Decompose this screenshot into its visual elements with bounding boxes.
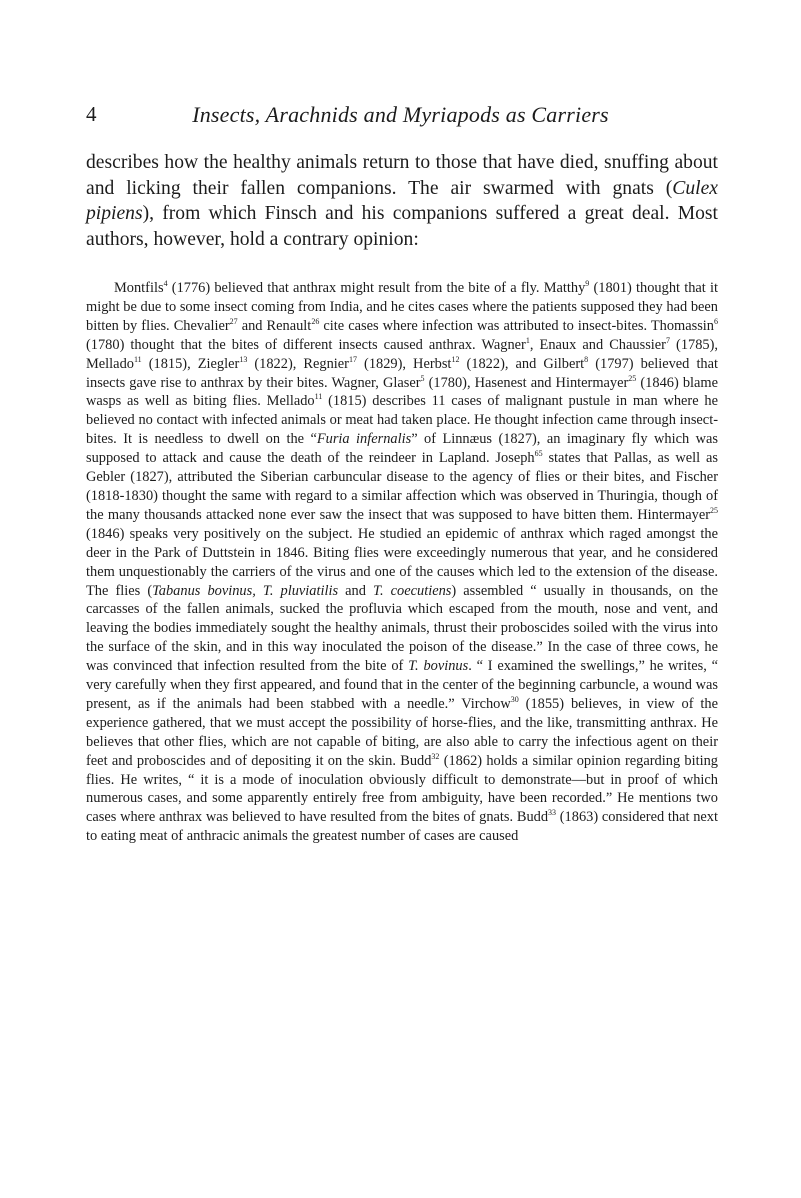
body-text: states that Pallas, as well as Gebler (1827), attributed the Siberian carbuncular disease to the agency of flies or their bites, and Fischer (1818-1830) thought the same with regard to a similar affection which was observed in Thuringia, though of the many thousands attacked none ever saw the insect that was supposed to have bitten them. Hintermayer bbox=[86, 450, 718, 523]
reference-number: 33 bbox=[548, 808, 557, 818]
reference-number: 13 bbox=[239, 354, 248, 364]
reference-number: 7 bbox=[665, 335, 670, 345]
page-number: 4 bbox=[86, 102, 97, 126]
reference-number: 26 bbox=[311, 316, 320, 326]
body-text: , Enaux and Chaussier bbox=[529, 336, 666, 353]
species-name: T. bovinus bbox=[408, 658, 469, 675]
body-text: (1829), Herbst bbox=[356, 355, 452, 372]
body-text: (1797) believed that insects gave rise to anthrax by their bites. Wagner, Glaser bbox=[86, 355, 719, 391]
body-text: (1776) believed that anthrax might result from the bite of a fly. Matthy bbox=[167, 280, 586, 296]
body-text: (1846) speaks very positively on the subject. He studied an epidemic of anthrax which raged amongst the deer in the Park of Duttstein in 1846. Biting flies were exceedingly numerous that year, and he considered them unquestionably the carriers of the virus and one of the causes which led to the extension of the disease. The flies ( bbox=[86, 525, 718, 599]
running-head bbox=[86, 102, 715, 132]
body-paragraph bbox=[86, 279, 718, 846]
reference-number: 25 bbox=[710, 505, 718, 515]
reference-number: 65 bbox=[534, 449, 543, 459]
body-text: (1862) holds a similar opinion regarding biting flies. He writes, “ it is a mode of inoculation obviously difficult to demonstrate—but in proof of which numerous cases, and some apparently entirely free from ambiguity, have been recorded.” He mentions two cases where anthrax was believed to have resulted from the bites of gnats. Budd bbox=[86, 752, 718, 826]
body-text: (1780) thought that the bites of different insects caused anthrax. Wagner bbox=[86, 336, 526, 353]
reference-number: 27 bbox=[229, 316, 238, 326]
species-name: Culex pipiens bbox=[86, 177, 718, 224]
species-name: T. coecutiens bbox=[373, 582, 452, 599]
reference-number: 12 bbox=[451, 354, 460, 364]
reference-number: 11 bbox=[133, 354, 142, 364]
intro-text: describes how the healthy animals return to those that have died, snuffing about and licking their fallen companions. The air swarmed with gnats ( bbox=[86, 152, 718, 199]
body-text: . “ I examined the swellings,” he writes, “ very carefully when they first appeared, and found that in the center of the beginning carbuncle, a wound was present, as if the animals had been stabbed with a needle.” Virchow bbox=[86, 658, 718, 712]
reference-number: 25 bbox=[628, 373, 637, 383]
body-text: (1785), Mellado bbox=[86, 336, 719, 372]
reference-number: 11 bbox=[314, 392, 323, 402]
reference-number: 5 bbox=[420, 373, 425, 383]
body-text: (1822), and Gilbert bbox=[459, 355, 585, 372]
body-text: (1801) thought that it might be due to some insect coming from India, and he cites cases where the patients supposed they had been bitten by flies. Chevalier bbox=[86, 280, 718, 334]
body-text: ) assembled “ usually in thousands, on the carcasses of the fallen animals, sucked the profluvia which escaped from the mouth, nose and vent, and leaving the bodies immediately sought the healthy animals, thrust their proboscides soiled with the virus into the surface of the skin, and in this way inoculated the poison of the disease.” In the case of three cows, he was convinced that infection resulted from the bite of bbox=[86, 582, 718, 675]
reference-number: 32 bbox=[431, 751, 440, 761]
body-text: (1815), Ziegler bbox=[141, 355, 240, 372]
body-text: (1780), Hasenest and Hintermayer bbox=[424, 374, 629, 391]
reference-number: 9 bbox=[585, 279, 590, 288]
body-text: (1815) describes 11 cases of malignant pustule in man where he believed no contact with infected animals or meat had taken place. He thought infection came through insect-bites. It is needless to dwell on the “ bbox=[86, 393, 718, 448]
body-text: (1822), Regnier bbox=[247, 355, 349, 372]
body-text: Montfils bbox=[114, 280, 164, 296]
reference-number: 1 bbox=[525, 335, 530, 345]
latin-term: Furia infernalis bbox=[316, 431, 412, 448]
body-text: ” of Linnæus (1827), an imaginary fly which was supposed to attack and cause the death of the reindeer in Lapland. Joseph bbox=[86, 431, 718, 467]
body-text: and Renault bbox=[237, 317, 312, 334]
body-text: and bbox=[338, 582, 374, 599]
body-text: cite cases where infection was attributed to insect-bites. Thomassin bbox=[319, 317, 714, 334]
body-text: (1863) considered that next to eating meat of anthracic animals the greatest number of cases are caused bbox=[86, 809, 718, 845]
reference-number: 8 bbox=[584, 354, 589, 364]
reference-number: 6 bbox=[714, 316, 718, 326]
reference-number: 17 bbox=[348, 354, 357, 364]
body-text: (1846) blame wasps as well as biting flies. Mellado bbox=[86, 374, 719, 410]
species-name: Tabanus bovinus, T. pluviatilis bbox=[152, 582, 339, 599]
intro-paragraph bbox=[86, 150, 718, 252]
body-text: (1855) believes, in view of the experience gathered, that we must accept the possibility of horse-flies, and the like, transmitting anthrax. He believes that other flies, which are not capable of biting, are also able to carry the infectious agent on their feet and proboscides and of depositing it on the skin. Budd bbox=[86, 695, 719, 769]
reference-number: 4 bbox=[163, 279, 168, 288]
intro-text: ), from which Finsch and his companions suffered a great deal. Most authors, however, hold a contrary opinion: bbox=[86, 203, 718, 250]
reference-number: 30 bbox=[510, 694, 519, 704]
running-title: Insects, Arachnids and Myriapods as Carriers bbox=[192, 102, 609, 127]
